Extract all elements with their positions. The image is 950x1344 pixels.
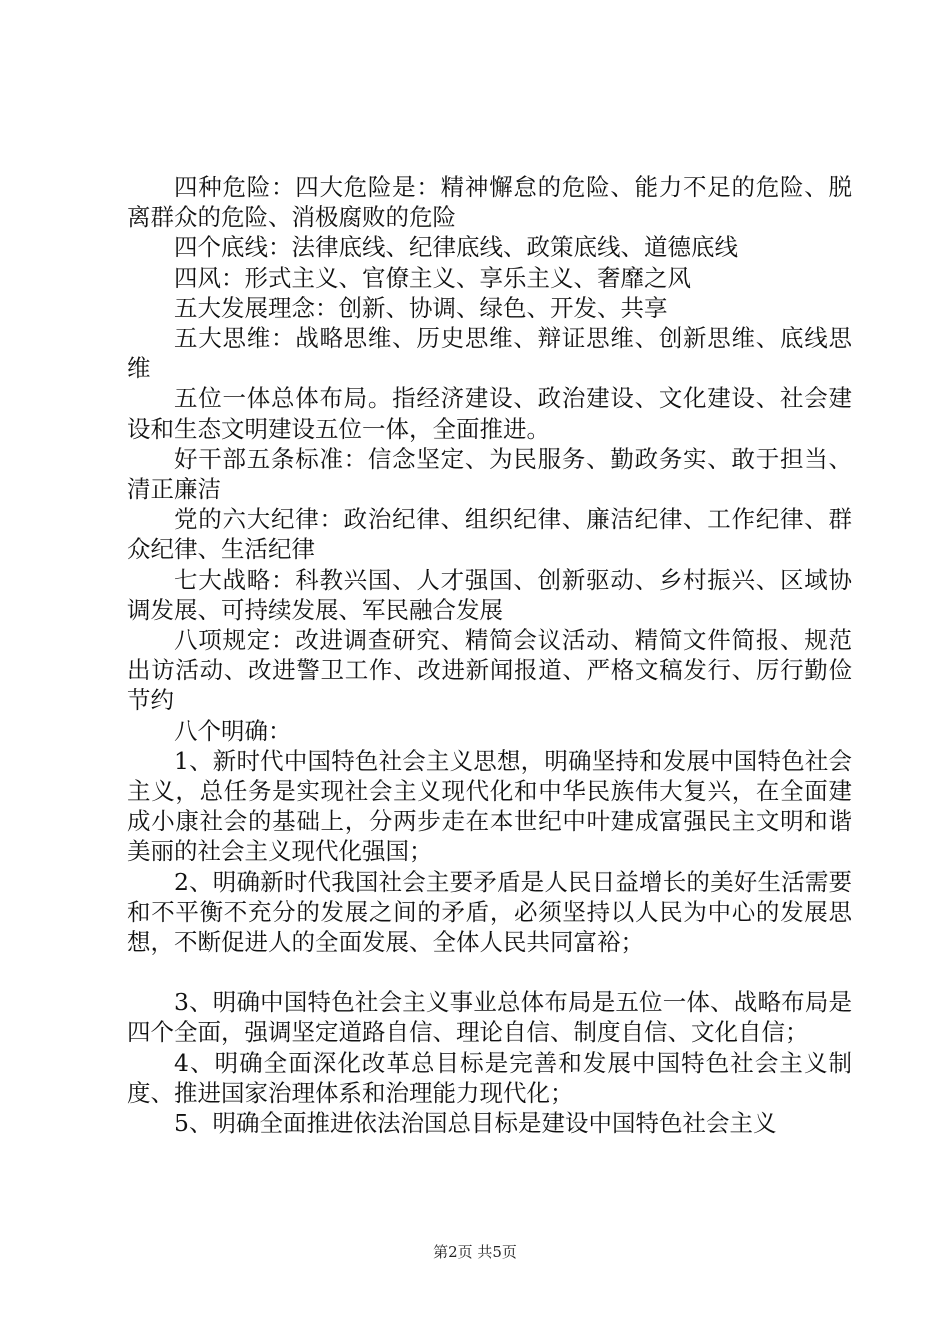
list-item-clarification-3: 3、明确中国特色社会主义事业总体布局是五位一体、战略布局是四个全面，强调坚定道路自信、理论自信、制度自信、文化自信；: [127, 988, 852, 1047]
paragraph-six-disciplines: 党的六大纪律：政治纪律、组织纪律、廉洁纪律、工作纪律、群众纪律、生活纪律: [127, 505, 852, 564]
page-number-footer: 第2页 共5页: [433, 1243, 517, 1261]
list-item-clarification-1: 1、新时代中国特色社会主义思想，明确坚持和发展中国特色社会主义，总任务是实现社会主义现代化和中华民族伟大复兴，在全面建成小康社会的基础上，分两步走在本世纪中叶建成富强民主文明和谐美丽的社会主义现代化强国；: [127, 746, 852, 866]
list-item-clarification-2: 2、明确新时代我国社会主要矛盾是人民日益增长的美好生活需要和不平衡不充分的发展之间的矛盾，必须坚持以人民为中心的发展思想，不断促进人的全面发展、全体人民共同富裕；: [127, 867, 852, 957]
paragraph-five-thinking: 五大思维：战略思维、历史思维、辩证思维、创新思维、底线思维: [127, 324, 852, 383]
blank-line: [127, 957, 852, 987]
list-item-clarification-5: 5、明确全面推进依法治国总目标是建设中国特色社会主义: [174, 1109, 777, 1138]
paragraph-good-cadre-standards: 好干部五条标准：信念坚定、为民服务、勤政务实、敢于担当、清正廉洁: [127, 444, 852, 504]
list-item-clarification-4: 4、明确全面深化改革总目标是完善和发展中国特色社会主义制度、推进国家治理体系和治理能力现代化；: [127, 1048, 852, 1107]
document-body: [127, 172, 852, 1138]
paragraph-five-development-concepts: 五大发展理念：创新、协调、绿色、开发、共享: [174, 293, 668, 322]
paragraph-seven-strategies: 七大战略：科教兴国、人才强国、创新驱动、乡村振兴、区域协调发展、可持续发展、军民融合发展: [127, 565, 852, 624]
paragraph-five-in-one: 五位一体总体布局。指经济建设、政治建设、文化建设、社会建设和生态文明建设五位一体，全面推进。: [127, 384, 852, 443]
paragraph-eight-clarifications-heading: 八个明确：: [174, 716, 292, 745]
paragraph-four-bottom-lines: 四个底线：法律底线、纪律底线、政策底线、道德底线: [174, 233, 738, 262]
paragraph-eight-regulations: 八项规定：改进调查研究、精简会议活动、精简文件简报、规范出访活动、改进警卫工作、改进新闻报道、严格文稿发行、厉行勤俭节约: [127, 626, 852, 715]
paragraph-four-winds: 四风：形式主义、官僚主义、享乐主义、奢靡之风: [174, 263, 691, 292]
paragraph-four-dangers: 四种危险：四大危险是：精神懈怠的危险、能力不足的危险、脱离群众的危险、消极腐败的危险: [127, 173, 852, 232]
